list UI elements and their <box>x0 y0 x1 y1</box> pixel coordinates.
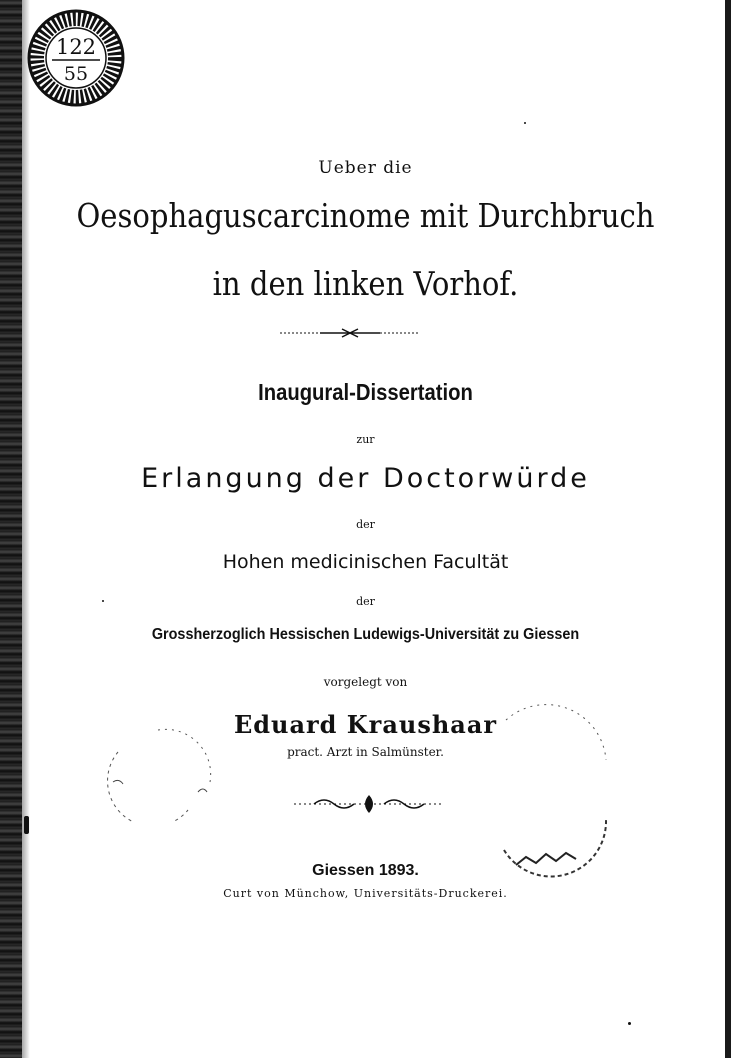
stamp-number-bottom: 55 <box>63 63 89 85</box>
ornament-divider <box>294 792 444 816</box>
der-text-2: der <box>356 595 375 608</box>
university-text: Grossherzoglich Hessischen Ludewigs-Universität zu Giessen <box>151 626 580 643</box>
dissertation-heading: Inaugural-Dissertation <box>258 379 473 405</box>
title-line-1: Oesophaguscarcinome mit Durchbruch <box>76 196 655 235</box>
faint-stamp-left <box>98 722 218 822</box>
author-role: pract. Arzt in Salmünster. <box>287 745 444 759</box>
library-stamp <box>26 8 126 108</box>
decorative-rule <box>280 326 420 340</box>
title-line-2: in den linken Vorhof. <box>212 264 519 303</box>
title-prefix: Ueber die <box>318 158 413 178</box>
imprint-city-year: Giessen 1893. <box>312 862 419 879</box>
purpose-text: Erlangung der Doctorwürde <box>141 463 590 494</box>
author-name: Eduard Kraushaar <box>233 710 498 739</box>
speck <box>628 1022 631 1025</box>
stamp-number-top: 122 <box>55 35 97 59</box>
ink-mark <box>24 816 29 834</box>
presented-by-text: vorgelegt von <box>323 675 408 689</box>
der-text-1: der <box>356 518 375 531</box>
speck <box>102 600 104 602</box>
zur-text: zur <box>356 433 375 446</box>
faculty-text: Hohen medicinischen Facultät <box>222 551 509 573</box>
imprint-printer: Curt von Münchow, Universitäts-Druckerei. <box>223 887 508 900</box>
speck <box>524 122 526 124</box>
